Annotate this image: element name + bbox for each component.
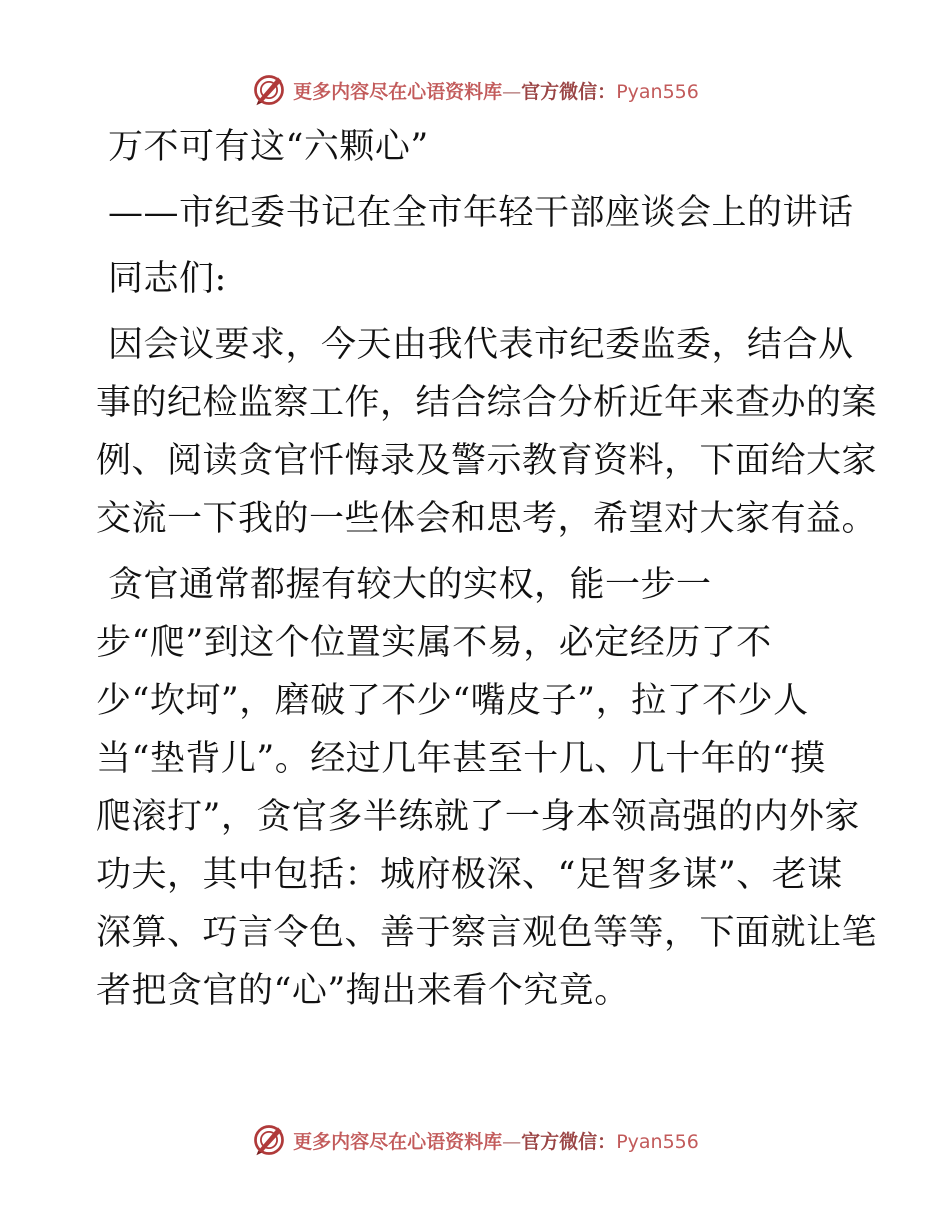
paragraph-line: 例、阅读贪官忏悔录及警示教育资料，下面给大家 [96,441,878,481]
banner-separator: — [502,80,522,103]
paragraph-line: 功夫，其中包括：城府极深、“足智多谋”、老谋 [96,855,843,895]
banner-text [293,1127,699,1154]
paragraph-line: 因会议要求，今天由我代表市纪委监委，结合从 [108,325,854,365]
paragraph-2 [96,556,878,1020]
paragraph-line: 步“爬”到这个位置实属不易，必定经历了不 [96,623,772,663]
banner-wechat-id: Pyan556 [616,1130,699,1153]
paragraph-line: 当“垫背儿”。经过几年甚至十几、几十年的“摸 [96,739,826,779]
salutation: 同志们: [108,259,227,299]
banner-main-text: 更多内容尽在心语资料库 [293,1130,503,1153]
paragraph-line: 少“坎坷”，磨破了不少“嘴皮子”，拉了不少人 [96,681,809,721]
paragraph-1 [96,316,878,548]
document-body [96,118,878,1020]
paragraph-line: 贪官通常都握有较大的实权，能一步一 [108,565,712,605]
paragraph-line: 交流一下我的一些体会和思考，希望对大家有益。 [96,499,878,539]
banner-text [293,77,699,104]
footer-banner [0,1120,950,1160]
document-subtitle: ——市纪委书记在全市年轻干部座谈会上的讲话 [108,193,854,233]
banner-main-text: 更多内容尽在心语资料库 [293,80,503,103]
paragraph-line: 爬滚打”，贪官多半练就了一身本领高强的内外家 [96,797,860,837]
pen-logo-icon [251,72,287,108]
banner-separator: — [502,1130,522,1153]
paragraph-line: 事的纪检监察工作，结合综合分析近年来查办的案 [96,383,878,423]
banner-sub-text: 官方微信： [521,80,617,103]
pen-logo-icon [251,1122,287,1158]
paragraph-line: 深算、巧言令色、善于察言观色等等，下面就让笔 [96,913,878,953]
header-banner [0,70,950,110]
document-title: 万不可有这“六颗心” [108,127,429,167]
paragraph-line: 者把贪官的“心”掏出来看个究竟。 [96,971,630,1011]
banner-wechat-id: Pyan556 [616,80,699,103]
banner-sub-text: 官方微信： [521,1130,617,1153]
